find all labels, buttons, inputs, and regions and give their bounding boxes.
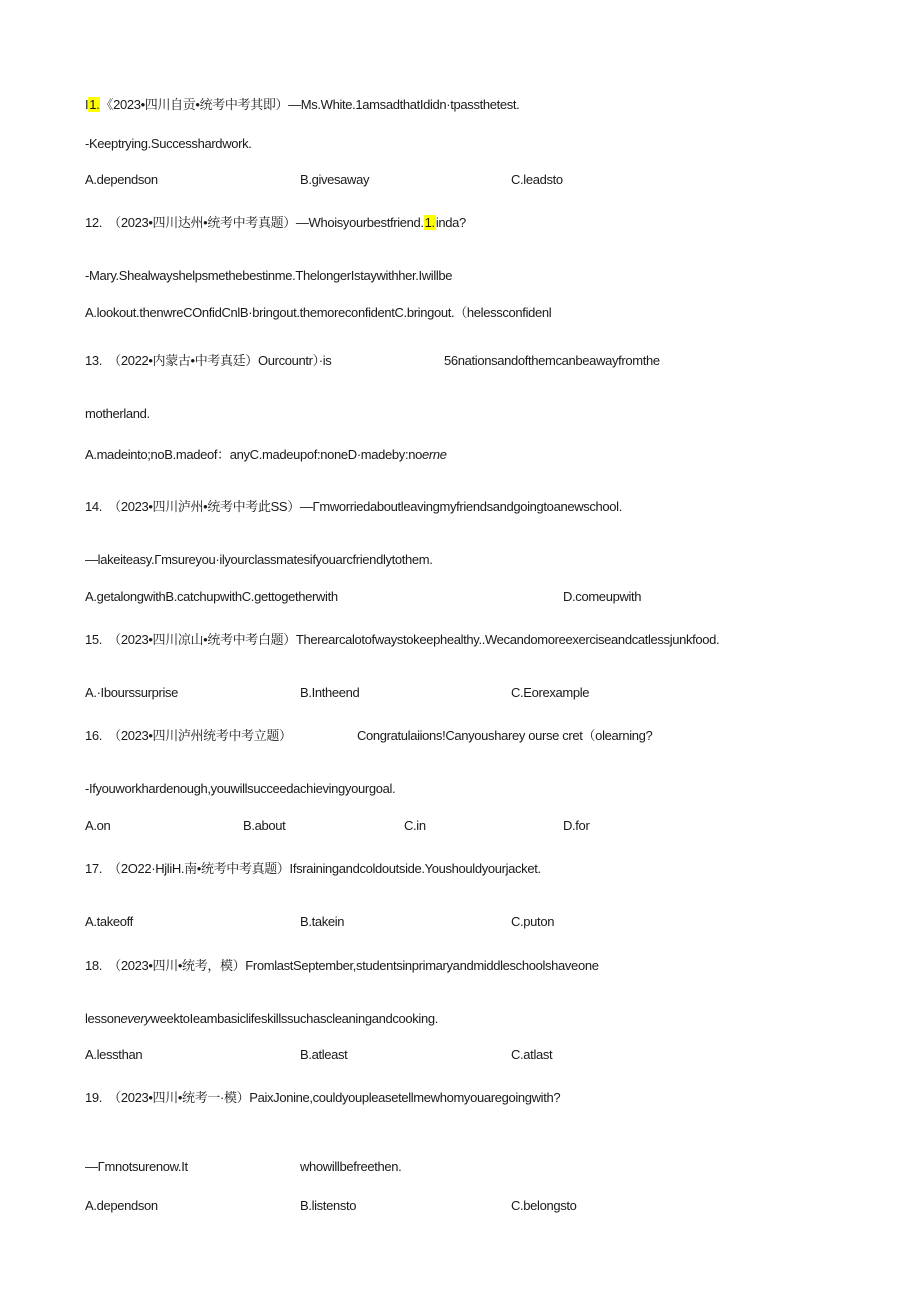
option-a: A.takeoff [85, 914, 133, 929]
question-14-options-abc: A.getalongwithB.catchupwithC.gettogetherwith [85, 589, 338, 604]
option-b: B.about [243, 818, 286, 833]
option-b: B.takein [300, 914, 345, 929]
option-c: C.Eorexample [511, 685, 590, 700]
question-11-reply: -Keeptrying.Successhardwork. [85, 136, 252, 151]
question-14-reply: —lakeiteasy.Γmsureyou·ilyourclassmatesifyouarcfriendlytothem. [85, 552, 433, 567]
question-11-stem: I1.《2023•四川自贡•统考中考其即）—Ms.White.1amsadthatIdidn·tpassthetest. [85, 97, 520, 112]
question-19-reply-cont: whowillbefreethen. [300, 1159, 402, 1174]
option-a: A.dependson [85, 172, 158, 187]
option-c: C.in [404, 818, 426, 833]
question-16-stem-cont: Congratulaiions!Canyousharey ourse cret（olearning? [357, 728, 653, 743]
highlight-mark: 1. [424, 215, 435, 230]
question-13-continuation: motherland. [85, 406, 150, 421]
question-16-stem: 16. （2023•四川泸州统考中考立题） [85, 728, 292, 743]
question-17-stem: 17. （2O22·HjliH.南•统考中考真题）Ifsrainingandcoldoutside.Youshouldyourjacket. [85, 861, 541, 876]
highlight-mark: 1. [89, 97, 100, 112]
option-c: C.belongsto [511, 1198, 577, 1213]
question-13-options: A.madeinto;noB.madeof：anyC.madeupof:noneD·madeby:noerne [85, 447, 447, 462]
option-b: B.listensto [300, 1198, 357, 1213]
question-19-reply: —Γmnotsurenow.It [85, 1159, 188, 1174]
option-d: D.comeupwith [563, 589, 642, 604]
question-15-stem: 15. （2023•四川凉山•统考中考白题）Therearcalotofwaystokeephealthy..Wecandomoreexerciseandcatlessjunkfood. [85, 632, 720, 647]
option-c: C.atlast [511, 1047, 553, 1062]
question-12-options: A.lookout.thenwreCOnfidCnlB·bringout.themoreconfidentC.bringout.（helessconfidenl [85, 305, 552, 320]
option-b: B.givesaway [300, 172, 370, 187]
question-12-reply: -Mary.Shealwayshelpsmethebestinme.ThelongerIstaywithher.Iwillbe [85, 268, 453, 283]
question-13-stem: 13. （2022•内蒙古•中考真廷）Ourcountr）·is [85, 353, 332, 368]
question-14-stem: 14. （2023•四川泸州•统考中考此SS）—Γmworriedaboutleavingmyfriendsandgoingtoanewschool. [85, 499, 622, 514]
question-13-stem-cont: 56nationsandofthemcanbeawayfromthe [444, 353, 660, 368]
option-a: A.·Ibourssurprise [85, 685, 179, 700]
question-12-stem: 12. （2023•四川达州•统考中考真题）—Whoisyourbestfriend.1.inda? [85, 215, 466, 230]
question-19-stem: 19. （2023•四川•统考一·模）PaixJonine,couldyoupleasetellmewhomyouaregoingwith? [85, 1090, 561, 1105]
option-b: B.atleast [300, 1047, 348, 1062]
question-18-continuation: lessoneveryweektoIeambasiclifeskillssuchascleaningandcooking. [85, 1011, 438, 1026]
option-a: A.dependson [85, 1198, 158, 1213]
option-a: A.on [85, 818, 111, 833]
option-c: C.puton [511, 914, 555, 929]
option-c: C.leadsto [511, 172, 563, 187]
question-16-reply: -Ifyouworkhardenough,youwillsucceedachievingyourgoal. [85, 781, 396, 796]
option-a: A.lessthan [85, 1047, 143, 1062]
question-18-stem: 18. （2023•四川•统考，模）FromlastSeptember,studentsinprimaryandmiddleschoolshaveone [85, 958, 599, 973]
option-b: B.Intheend [300, 685, 360, 700]
option-d: D.for [563, 818, 590, 833]
